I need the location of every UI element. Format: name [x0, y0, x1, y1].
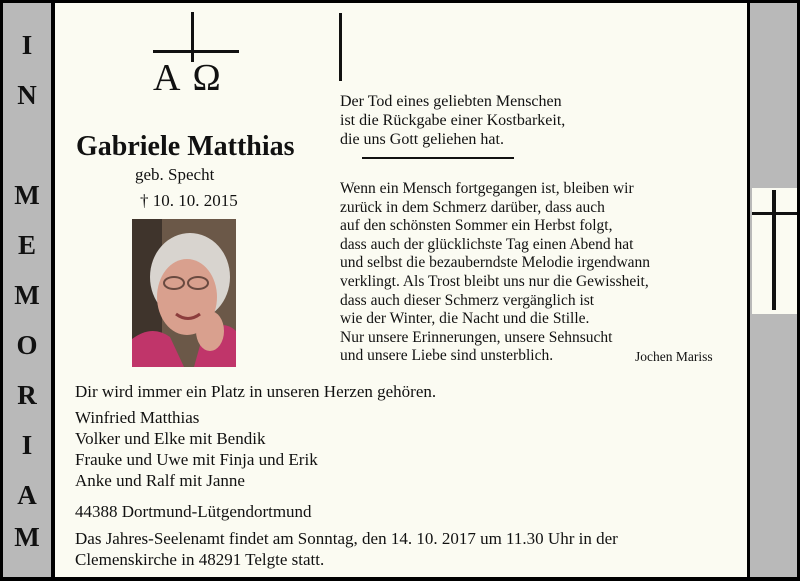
banner-letter: A — [17, 480, 37, 510]
announcement-line-2: Clemenskirche in 48291 Telgte statt. — [75, 550, 325, 569]
banner-letter: I — [21, 30, 33, 60]
poem-line: auf den schönsten Sommer ein Herbst folgt, — [340, 217, 613, 235]
mourner-name: Frauke und Uwe mit Finja und Erik — [75, 450, 318, 469]
cross-icon — [752, 188, 797, 314]
address: 44388 Dortmund-Lütgendortmund — [75, 502, 312, 521]
poem-line: und unsere Liebe sind unsterblich. — [340, 347, 554, 365]
alpha-omega-symbol: AΩ — [153, 57, 233, 99]
maiden-name: geb. Specht — [135, 165, 215, 184]
banner-letter: E — [17, 230, 36, 260]
poem-line: zurück in dem Schmerz darüber, dass auch — [340, 198, 605, 216]
mourner-name: Volker und Elke mit Bendik — [75, 429, 266, 448]
quote-line-3: die uns Gott geliehen hat. — [340, 131, 504, 148]
quote-line-2: ist die Rückgabe einer Kostbarkeit, — [340, 112, 566, 129]
banner-letter: M — [14, 522, 40, 552]
banner-letter: N — [17, 80, 37, 110]
divider-rule — [362, 157, 514, 159]
mourner-name: Anke und Ralf mit Janne — [75, 471, 245, 490]
poem-line: dass auch der glücklichste Tag einen Abend hat — [340, 235, 634, 253]
poem — [340, 180, 650, 366]
memorial-message: Dir wird immer ein Platz in unseren Herzen gehören. — [75, 382, 437, 401]
cross-icon — [150, 12, 242, 62]
banner-letter: R — [17, 380, 37, 410]
banner-letter: I — [21, 430, 33, 460]
poem-line: dass auch dieser Schmerz vergänglich ist — [340, 291, 595, 309]
death-date: † 10. 10. 2015 — [140, 191, 238, 210]
poem-author: Jochen Mariss — [635, 349, 713, 364]
banner-letter: O — [16, 330, 38, 360]
poem-line: Wenn ein Mensch fortgegangen ist, bleiben wir — [340, 180, 634, 197]
poem-line: Nur unsere Erinnerungen, unsere Sehnsucht — [340, 328, 613, 346]
banner-letter: M — [14, 280, 40, 310]
quote-line-1: Der Tod eines geliebten Menschen — [340, 93, 562, 110]
cross-panel — [752, 188, 797, 314]
mourner-name: Winfried Matthias — [75, 408, 200, 427]
vertical-rule — [339, 13, 342, 81]
deceased-name: Gabriele Matthias — [76, 131, 295, 162]
poem-line: und selbst die bezauberndste Melodie irgendwann — [340, 254, 651, 272]
banner-letter: M — [14, 180, 40, 210]
poem-line: verklingt. Als Trost bleibt uns nur die Gewissheit, — [340, 272, 649, 290]
poem-line: wie der Winter, die Nacht und die Stille. — [340, 310, 590, 328]
mourners-list — [75, 407, 318, 491]
portrait-photo — [132, 219, 236, 367]
announcement-line-1: Das Jahres-Seelenamt findet am Sonntag, den 14. 10. 2017 um 11.30 Uhr in der — [75, 529, 618, 548]
